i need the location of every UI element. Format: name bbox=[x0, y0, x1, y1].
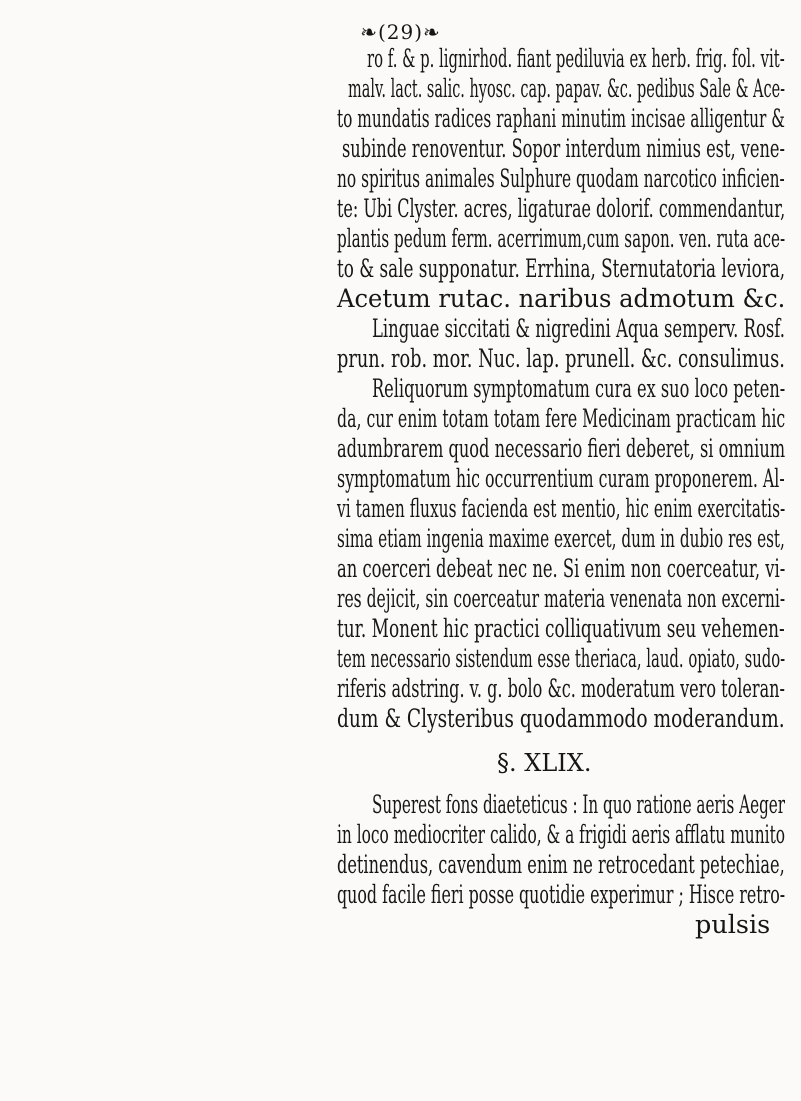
text-line: adumbrarem quod necessario fieri deberet, si omnium bbox=[337, 434, 786, 464]
text-line: tur. Monent hic practici colliquativum seu vehemen- bbox=[337, 614, 785, 644]
text-line: Superest fons diaeteticus : In quo ratione aeris Aeger bbox=[372, 790, 786, 820]
text-line: no spiritus animales Sulphure quodam narcotico inficien- bbox=[337, 164, 785, 194]
text-line: Reliquorum symptomatum cura ex suo loco peten- bbox=[372, 374, 786, 404]
text-line: in loco mediocriter calido, & a frigidi aeris afflatu munito bbox=[337, 820, 786, 850]
page-header: ❧(29)❧ bbox=[360, 20, 441, 44]
text-line: da, cur enim totam totam fere Medicinam practicam hic bbox=[337, 404, 786, 434]
text-line: sima etiam ingenia maxime exercet, dum in dubio res est, bbox=[337, 524, 785, 554]
section-heading: §. XLIX. bbox=[497, 749, 592, 777]
text-line: riferis adstring. v. g. bolo &c. moderatum vero toleran- bbox=[337, 674, 785, 704]
text-line: symptomatum hic occurrentium curam proponerem. Al- bbox=[337, 464, 785, 494]
catchword: pulsis bbox=[695, 910, 771, 940]
text-line: ro f. & p. lignirhod. fiant pediluvia ex herb. frig. fol. vit- bbox=[367, 44, 785, 74]
text-line: tem necessario sistendum esse theriaca, laud. opiato, sudo- bbox=[337, 644, 786, 674]
text-line: quod facile fieri posse quotidie experimur ; Hisce retro- bbox=[337, 880, 786, 910]
text-line: to & sale supponatur. Errhina, Sternutatoria leviora, bbox=[337, 254, 786, 284]
text-line: plantis pedum ferm. acerrimum,cum sapon. ven. ruta ace- bbox=[337, 224, 786, 254]
text-line: te: Ubi Clyster. acres, ligaturae dolorif. commendantur, bbox=[337, 194, 786, 224]
text-line: res dejicit, sin coerceatur materia venenata non excerni- bbox=[337, 584, 786, 614]
text-line: prun. rob. mor. Nuc. lap. prunell. &c. consulimus. bbox=[337, 344, 785, 374]
text-line: vi tamen fluxus facienda est mentio, hic enim exercitatis- bbox=[337, 494, 786, 524]
text-line: Acetum rutac. naribus admotum &c. bbox=[337, 284, 786, 314]
text-line: to mundatis radices raphani minutim incisae alligentur & bbox=[337, 104, 785, 134]
text-line: Linguae siccitati & nigredini Aqua semperv. Rosf. bbox=[372, 314, 786, 344]
text-line: malv. lact. salic. hyosc. cap. papav. &c. pedibus Sale & Ace- bbox=[348, 74, 786, 104]
text-line: subinde renoventur. Sopor interdum nimius est, vene- bbox=[342, 134, 785, 164]
text-line: an coerceri debeat nec ne. Si enim non coerceatur, vi- bbox=[337, 554, 786, 584]
text-line: dum & Clysteribus quodammodo moderandum. bbox=[337, 704, 785, 734]
text-line: detinendus, cavendum enim ne retrocedant petechiae, bbox=[337, 850, 785, 880]
